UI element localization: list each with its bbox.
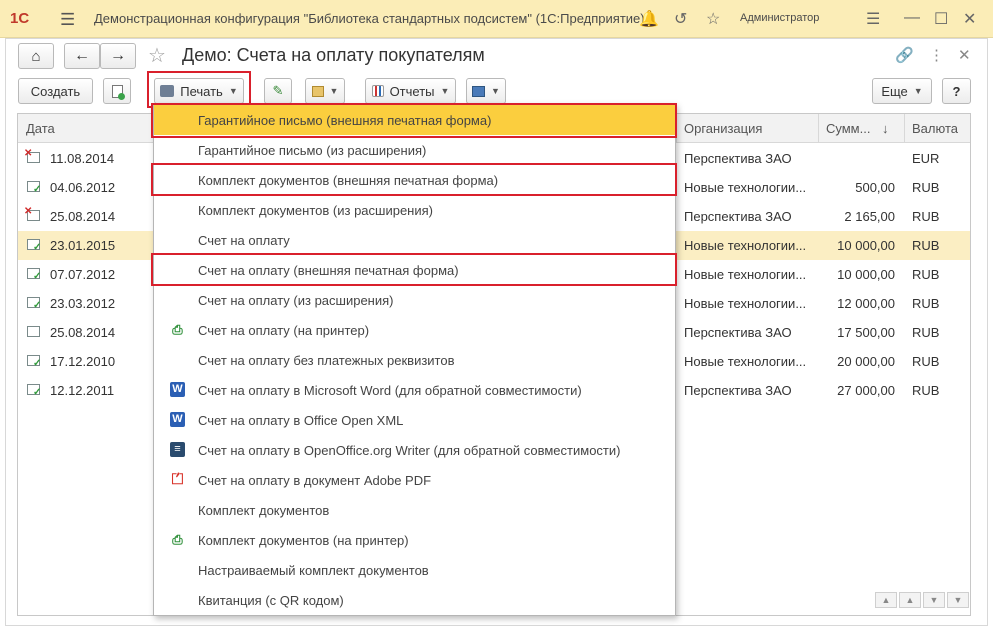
chevron-down-icon: ▼: [329, 86, 339, 96]
column-separator: [676, 114, 677, 143]
link-icon[interactable]: 🔗: [895, 47, 914, 64]
arrow-right-icon: →: [110, 47, 126, 64]
menu-item-label: Настраиваемый комплект документов: [198, 563, 429, 578]
bell-icon[interactable]: 🔔: [639, 11, 659, 28]
menu-item-label: Счет на оплату (из расширения): [198, 293, 394, 308]
cell-date: 25.08.2014: [50, 325, 116, 340]
cell-organization: Новые технологии...: [684, 296, 807, 311]
printer-icon: ⎙: [172, 322, 183, 337]
menu-item-label: Счет на оплату в документ Adobe PDF: [198, 473, 432, 488]
cell-date: 23.01.2015: [50, 238, 116, 253]
menu-item[interactable]: [154, 465, 675, 495]
menu-item[interactable]: [154, 405, 675, 435]
app-logo: 1С: [10, 10, 30, 27]
reports-button-label: Отчеты: [389, 83, 435, 99]
send-icon: [472, 86, 485, 97]
minimize-icon[interactable]: —: [904, 9, 920, 26]
maximize-icon[interactable]: ☐: [934, 11, 949, 28]
word-icon: W: [170, 412, 185, 427]
more-button-label: Еще: [881, 83, 908, 99]
pen-icon: ✎: [272, 83, 284, 98]
report-chart-icon: [372, 85, 384, 97]
document-posted-icon: ✓: [27, 239, 40, 250]
menu-item-label: Счет на оплату (внешняя печатная форма): [198, 263, 459, 278]
cell-sum: 17 500,00: [837, 325, 895, 340]
print-button[interactable]: [154, 78, 244, 104]
menu-item-label: Гарантийное письмо (внешняя печатная форма): [198, 113, 492, 128]
menu-item-label: Комплект документов: [198, 503, 330, 518]
cell-sum: 10 000,00: [837, 238, 895, 253]
sort-desc-icon: ↓: [882, 121, 889, 136]
column-separator: [904, 114, 905, 143]
cell-sum: 500,00: [855, 180, 895, 195]
copy-button[interactable]: [103, 78, 131, 104]
cell-organization: Новые технологии...: [684, 354, 807, 369]
openoffice-icon: ≡: [170, 442, 185, 457]
close-form-icon[interactable]: ✕: [958, 47, 971, 64]
cell-date: 11.08.2014: [50, 151, 115, 166]
menu-item[interactable]: [154, 555, 675, 585]
cell-date: 17.12.2010: [50, 354, 116, 369]
menu-item-label: Комплект документов (из расширения): [198, 203, 433, 218]
scroll-next-icon[interactable]: ▼: [923, 592, 945, 608]
document-icon: [27, 326, 40, 337]
pdf-icon: ⏍: [171, 471, 184, 488]
menu-item[interactable]: [154, 435, 675, 465]
cell-organization: Перспектива ЗАО: [684, 383, 792, 398]
reports-button[interactable]: [365, 78, 456, 104]
cell-currency: RUB: [912, 325, 940, 340]
menu-item[interactable]: [154, 105, 675, 135]
window-titlebar: [0, 0, 993, 38]
cell-organization: Перспектива ЗАО: [684, 151, 792, 166]
home-icon: ⌂: [31, 47, 41, 65]
cell-date: 12.12.2011: [50, 383, 115, 398]
folder-icon: [312, 86, 324, 97]
forward-button[interactable]: [100, 43, 136, 69]
help-label: ?: [952, 83, 961, 99]
cell-organization: Новые технологии...: [684, 238, 807, 253]
menu-item-label: Счет на оплату: [198, 233, 290, 248]
help-button[interactable]: [942, 78, 971, 104]
menu-item-label: Счет на оплату без платежных реквизитов: [198, 353, 455, 368]
scroll-first-icon[interactable]: ▲: [875, 592, 897, 608]
menu-item[interactable]: [154, 315, 675, 345]
cell-currency: EUR: [912, 151, 940, 166]
document-posted-icon: ✓: [27, 384, 40, 395]
create-button-label: Создать: [30, 83, 81, 99]
menu-item-label: Счет на оплату (на принтер): [198, 323, 370, 338]
menu-item-label: Счет на оплату в OpenOffice.org Writer (для обратной совместимости): [198, 443, 621, 458]
word-icon: W: [170, 382, 185, 397]
menu-item[interactable]: [154, 525, 675, 555]
cell-sum: 27 000,00: [837, 383, 895, 398]
cell-sum: 20 000,00: [837, 354, 895, 369]
back-button[interactable]: [64, 43, 100, 69]
cell-date: 23.03.2012: [50, 296, 116, 311]
menu-item-label: Гарантийное письмо (из расширения): [198, 143, 427, 158]
more-button[interactable]: [872, 78, 932, 104]
menu-item[interactable]: [154, 225, 675, 255]
menu-item[interactable]: [154, 375, 675, 405]
document-deleted-icon: ✕: [27, 152, 40, 163]
printer-icon: ⎙: [172, 532, 183, 547]
chevron-down-icon: ▼: [491, 86, 500, 96]
menu-item[interactable]: [154, 255, 675, 285]
cell-sum: 10 000,00: [837, 267, 895, 282]
cell-sum: 2 165,00: [844, 209, 895, 224]
cell-currency: RUB: [912, 296, 940, 311]
print-button-label: Печать: [180, 83, 223, 99]
cell-currency: RUB: [912, 209, 940, 224]
chevron-down-icon: ▼: [913, 86, 923, 96]
print-menu: [153, 103, 676, 616]
cell-organization: Перспектива ЗАО: [684, 325, 792, 340]
printer-icon: [160, 85, 174, 97]
create-button[interactable]: [18, 78, 93, 104]
document-posted-icon: ✓: [27, 268, 40, 279]
sign-button[interactable]: [264, 78, 292, 104]
menu-item-label: Счет на оплату в Microsoft Word (для обратной совместимости): [198, 383, 582, 398]
cell-date: 25.08.2014: [50, 209, 116, 224]
scroll-prev-icon[interactable]: ▲: [899, 592, 921, 608]
chevron-down-icon: ▼: [228, 86, 238, 96]
more-vert-icon[interactable]: ⋮: [929, 47, 944, 64]
copy-doc-icon: [112, 85, 123, 98]
column-header-organization[interactable]: Организация: [684, 121, 763, 136]
menu-item[interactable]: [154, 195, 675, 225]
settings-icon[interactable]: ☰: [866, 11, 881, 28]
cell-organization: Перспектива ЗАО: [684, 209, 792, 224]
send-button[interactable]: [466, 78, 506, 104]
user-name[interactable]: Администратор: [740, 12, 820, 24]
chevron-down-icon: ▼: [440, 86, 450, 96]
cell-date: 04.06.2012: [50, 180, 116, 195]
document-deleted-icon: ✕: [27, 210, 40, 221]
cell-date: 07.07.2012: [50, 267, 116, 282]
menu-item[interactable]: [154, 495, 675, 525]
star-icon[interactable]: ☆: [706, 11, 721, 28]
menu-item-label: Комплект документов (внешняя печатная форма): [198, 173, 499, 188]
column-separator: [818, 114, 819, 143]
menu-item[interactable]: [154, 285, 675, 315]
cell-organization: Новые технологии...: [684, 180, 807, 195]
cell-currency: RUB: [912, 180, 940, 195]
arrow-left-icon: ←: [74, 47, 90, 64]
menu-item[interactable]: [154, 345, 675, 375]
scroll-last-icon[interactable]: ▼: [947, 592, 969, 608]
column-header-currency[interactable]: Валюта: [912, 121, 958, 136]
page-title: Демо: Счета на оплату покупателям: [182, 45, 485, 65]
document-posted-icon: ✓: [27, 355, 40, 366]
main-menu-icon[interactable]: ☰: [60, 10, 76, 29]
cell-organization: Новые технологии...: [684, 267, 807, 282]
menu-item-label: Квитанция (с QR кодом): [198, 593, 344, 608]
column-header-date[interactable]: Дата: [26, 121, 55, 136]
history-icon[interactable]: ↺: [674, 11, 688, 28]
document-posted-icon: ✓: [27, 297, 40, 308]
cell-sum: 12 000,00: [837, 296, 895, 311]
menu-item[interactable]: [154, 585, 675, 615]
document-posted-icon: ✓: [27, 181, 40, 192]
cell-currency: RUB: [912, 383, 940, 398]
favorite-star-icon[interactable]: ☆: [148, 45, 166, 67]
menu-item[interactable]: [154, 165, 675, 195]
menu-item-label: Комплект документов (на принтер): [198, 533, 409, 548]
attach-button[interactable]: [305, 78, 345, 104]
close-icon[interactable]: ✕: [963, 11, 977, 28]
menu-item-label: Счет на оплату в Office Open XML: [198, 413, 404, 428]
home-button[interactable]: [18, 43, 54, 69]
window-title: Демонстрационная конфигурация "Библиотека стандартных подсистем" (1С:Предприятие): [94, 11, 645, 26]
menu-item[interactable]: [154, 135, 675, 165]
column-header-sum[interactable]: Сумм...: [826, 121, 871, 136]
cell-currency: RUB: [912, 354, 940, 369]
cell-currency: RUB: [912, 267, 940, 282]
cell-currency: RUB: [912, 238, 940, 253]
